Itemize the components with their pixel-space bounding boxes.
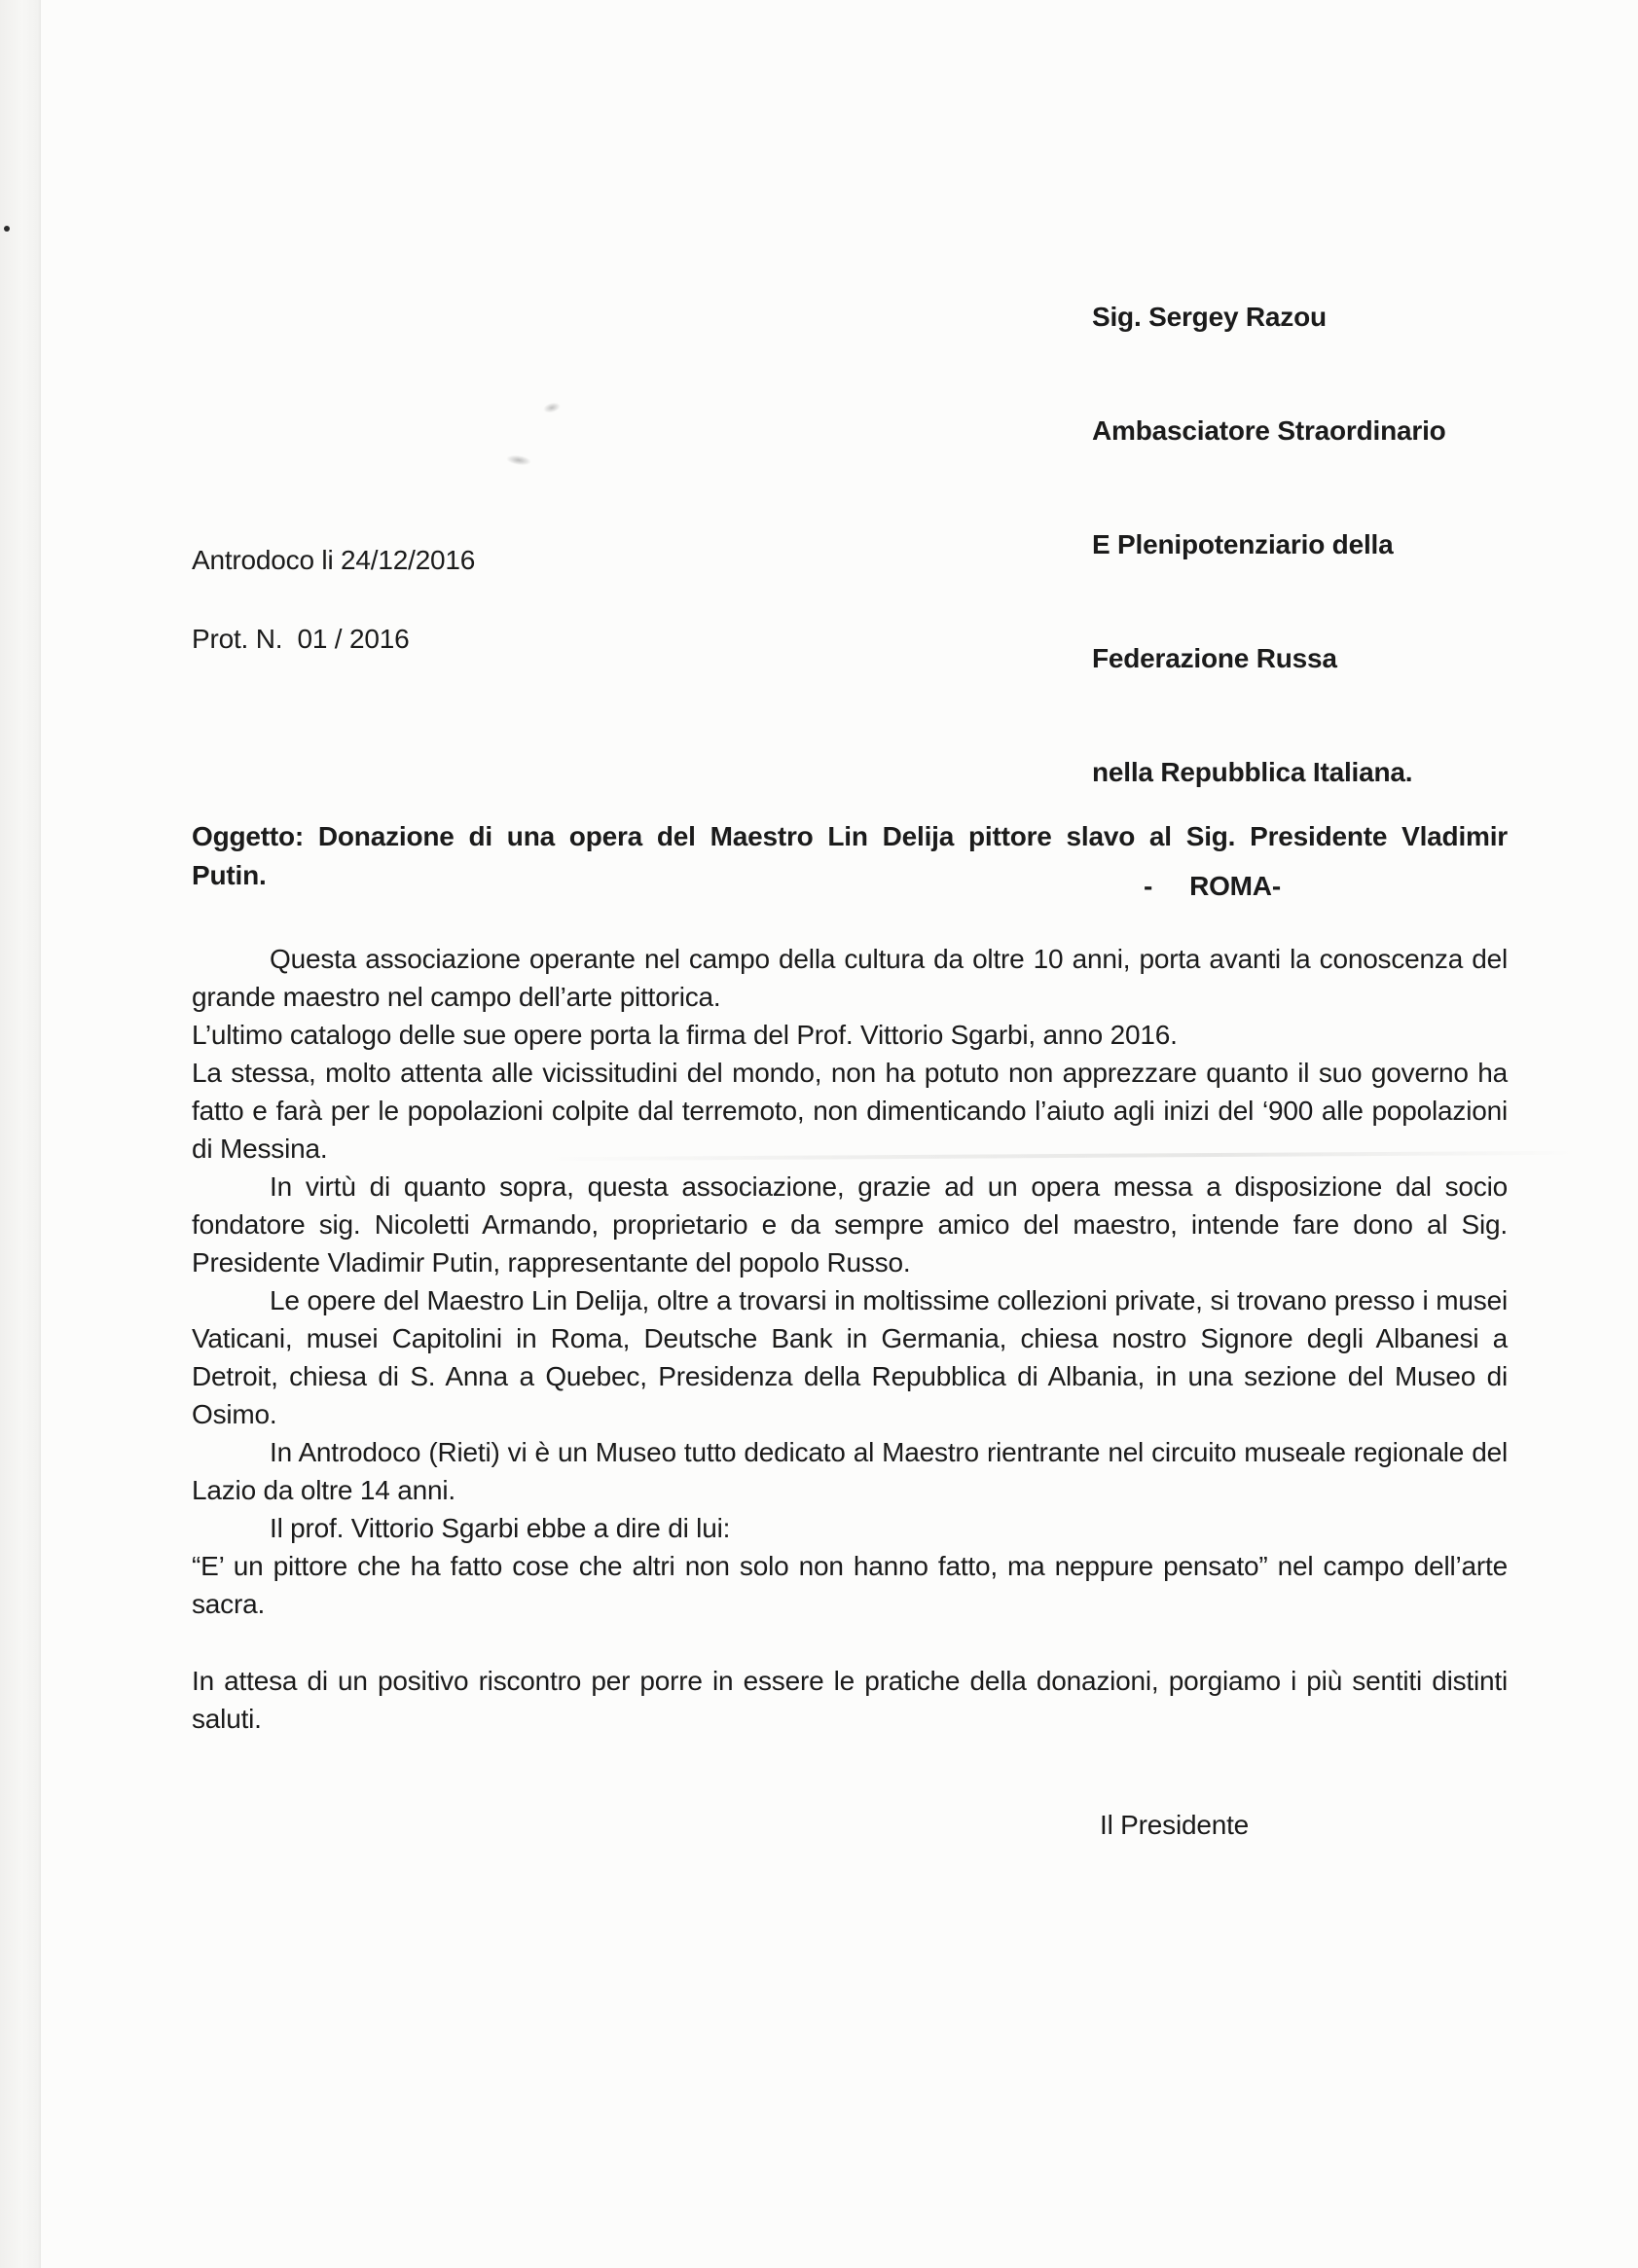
recipient-line: Ambasciatore Straordinario bbox=[1092, 415, 1446, 446]
recipient-line: E Plenipotenziario della bbox=[1092, 529, 1394, 559]
paragraph: In virtù di quanto sopra, questa associazione, grazie ad un opera messa a disposizione dal socio fondatore sig. Nicoletti Armando, proprietario e da sempre amico del maestro, intende fare dono al Sig. Presidente Vladimir Putin, rappresentante del popolo Russo. bbox=[192, 1171, 1508, 1278]
recipient-line: Sig. Sergey Razou bbox=[1092, 302, 1327, 332]
paragraph: La stessa, molto attenta alle vicissitudini del mondo, non ha potuto non apprezzare quanto il suo governo ha fatto e farà per le popolazioni colpite dal terremoto, non dimenticando l’aiuto agli inizi del ‘900 alle popolazioni di Messina. bbox=[192, 1058, 1508, 1164]
paragraph: Il prof. Vittorio Sgarbi ebbe a dire di lui: bbox=[270, 1513, 731, 1543]
paragraph: “E’ un pittore che ha fatto cose che altri non solo non hanno fatto, ma neppure pensato” nel campo dell’arte sacra. bbox=[192, 1551, 1508, 1619]
paragraph: L’ultimo catalogo delle sue opere porta la firma del Prof. Vittorio Sgarbi, anno 2016. bbox=[192, 1020, 1178, 1050]
protocol-line: Prot. N. 01 / 2016 bbox=[192, 624, 410, 654]
scan-dot-artifact bbox=[4, 226, 10, 232]
signature-label: Il Presidente bbox=[1100, 1810, 1250, 1840]
recipient-line: nella Repubblica Italiana. bbox=[1092, 757, 1413, 787]
recipient-line: Federazione Russa bbox=[1092, 643, 1337, 673]
paragraph: In Antrodoco (Rieti) vi è un Museo tutto dedicato al Maestro rientrante nel circuito museale regionale del Lazio da oltre 14 anni. bbox=[192, 1437, 1508, 1505]
subject-block bbox=[192, 817, 1508, 895]
body-text bbox=[192, 940, 1508, 1738]
scan-smudge-artifact bbox=[505, 453, 531, 467]
scan-edge-shadow bbox=[0, 0, 41, 2268]
paragraph: Le opere del Maestro Lin Delija, oltre a trovarsi in moltissime collezioni private, si trovano presso i musei Vaticani, musei Capitolini in Roma, Deutsche Bank in Germania, chiesa nostro Signore degli Albanesi a Detroit, chiesa di S. Anna a Quebec, Presidenza della Repubblica di Albania, in una sezione del Museo di Osimo. bbox=[192, 1285, 1508, 1429]
recipient-city-line: - ROMA- bbox=[1092, 871, 1281, 901]
subject-line-1: Oggetto: Donazione di una opera del Maestro Lin Delija pittore slavo al Sig. Presidente Vladimir bbox=[192, 821, 1508, 851]
date-line: Antrodoco li 24/12/2016 bbox=[192, 545, 476, 575]
paragraph: In attesa di un positivo riscontro per porre in essere le pratiche della donazioni, porgiamo i più sentiti distinti saluti. bbox=[192, 1666, 1508, 1734]
scan-smudge-artifact bbox=[542, 401, 562, 414]
subject-line-2: Putin. bbox=[192, 860, 267, 890]
paragraph: Questa associazione operante nel campo della cultura da oltre 10 anni, porta avanti la conoscenza del grande maestro nel campo dell’arte pittorica. bbox=[192, 944, 1508, 1012]
